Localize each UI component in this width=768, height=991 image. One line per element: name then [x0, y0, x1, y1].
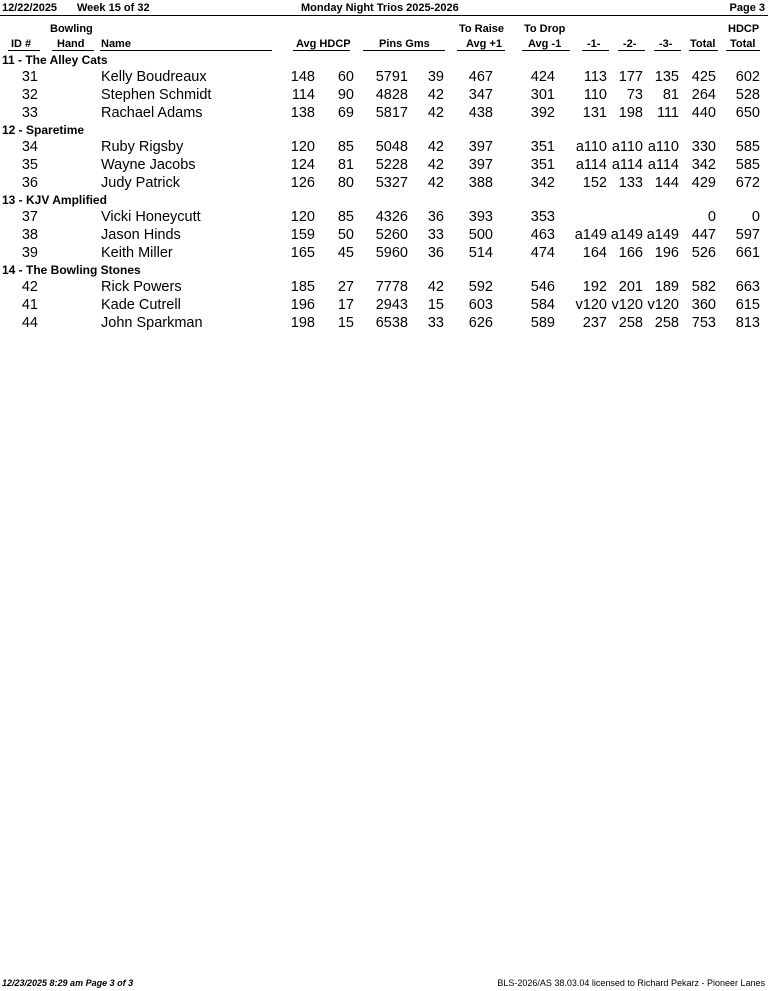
bowler-games: 36 [427, 245, 444, 261]
bowler-average: 120 [290, 139, 315, 155]
report-week: Week 15 of 32 [77, 2, 150, 14]
game2-score: 198 [618, 105, 643, 121]
series-total: 429 [691, 175, 716, 191]
col-pins-gms: Pins Gms [379, 38, 430, 50]
to-raise-value: 514 [468, 245, 493, 261]
series-total: 360 [691, 297, 716, 313]
to-drop-value: 546 [530, 279, 555, 295]
series-total: 425 [691, 69, 716, 85]
bowler-id: 31 [21, 69, 38, 85]
game2-score: v120 [611, 297, 643, 313]
bowler-handicap: 15 [337, 315, 354, 331]
bowler-row [0, 278, 768, 296]
game3-score: 135 [654, 69, 679, 85]
game1-score: 113 [583, 69, 607, 85]
to-raise-value: 467 [468, 69, 493, 85]
bowler-average: 185 [290, 279, 315, 295]
bowler-average: 114 [291, 87, 315, 103]
bowler-name: Judy Patrick [101, 175, 180, 191]
game1-score: 110 [583, 87, 607, 103]
game3-score: 111 [656, 105, 679, 121]
series-total: 582 [691, 279, 716, 295]
handicap-total: 602 [735, 69, 760, 85]
bowler-pins: 7778 [375, 279, 408, 295]
col-avg-plus1: Avg +1 [466, 38, 502, 50]
bowler-handicap: 80 [337, 175, 354, 191]
bowler-pins: 5960 [375, 245, 408, 261]
game1-score: 192 [582, 279, 607, 295]
game1-score: 152 [582, 175, 607, 191]
to-drop-value: 474 [530, 245, 555, 261]
bowler-row [0, 104, 768, 122]
report-header [0, 0, 768, 16]
col-game2: -2- [623, 38, 637, 50]
bowler-row [0, 138, 768, 156]
game2-score: a110 [611, 139, 643, 155]
bowler-id: 38 [21, 227, 38, 243]
handicap-total: 661 [735, 245, 760, 261]
bowler-pins: 5791 [375, 69, 408, 85]
bowler-average: 198 [290, 315, 315, 331]
bowler-games: 33 [427, 227, 444, 243]
bowler-pins: 5327 [375, 175, 408, 191]
team-heading: 14 - The Bowling Stones [2, 263, 141, 277]
col-underline [457, 50, 505, 51]
bowler-name: Jason Hinds [101, 227, 181, 243]
game1-score: 237 [582, 315, 607, 331]
col-underline [8, 50, 40, 51]
bowler-name: Kelly Boudreaux [101, 69, 207, 85]
handicap-total: 528 [735, 87, 760, 103]
handicap-total: 0 [751, 209, 760, 225]
standings-body [0, 52, 768, 332]
to-drop-value: 392 [530, 105, 555, 121]
bowler-handicap: 60 [337, 69, 354, 85]
game3-score: 196 [654, 245, 679, 261]
bowler-average: 196 [290, 297, 315, 313]
bowler-id: 42 [21, 279, 38, 295]
to-drop-value: 351 [530, 139, 555, 155]
bowler-id: 34 [21, 139, 38, 155]
col-game3: -3- [659, 38, 673, 50]
team-heading: 11 - The Alley Cats [2, 53, 108, 67]
to-raise-value: 603 [468, 297, 493, 313]
bowler-row [0, 208, 768, 226]
col-underline [654, 50, 681, 51]
handicap-total: 672 [735, 175, 760, 191]
bowler-handicap: 50 [337, 227, 354, 243]
bowler-games: 39 [427, 69, 444, 85]
bowler-pins: 6538 [375, 315, 408, 331]
col-underline [363, 50, 445, 51]
bowler-pins: 4326 [375, 209, 408, 225]
bowler-row [0, 68, 768, 86]
col-total: Total [690, 38, 716, 50]
game2-score: 177 [618, 69, 643, 85]
series-total: 330 [691, 139, 716, 155]
game1-score: a114 [575, 157, 607, 173]
bowler-handicap: 85 [337, 139, 354, 155]
game2-score: a149 [610, 227, 643, 243]
to-raise-value: 592 [468, 279, 493, 295]
to-drop-value: 351 [530, 157, 555, 173]
to-drop-value: 589 [530, 315, 555, 331]
handicap-total: 663 [735, 279, 760, 295]
bowler-name: Keith Miller [101, 245, 173, 261]
bowler-handicap: 69 [337, 105, 354, 121]
to-drop-value: 353 [530, 209, 555, 225]
bowler-pins: 2943 [375, 297, 408, 313]
bowler-id: 41 [21, 297, 38, 313]
col-avg-minus1: Avg -1 [528, 38, 562, 50]
bowler-id: 44 [21, 315, 38, 331]
bowler-row [0, 86, 768, 104]
game1-score: v120 [575, 297, 607, 313]
bowler-name: Wayne Jacobs [101, 157, 196, 173]
col-underline [618, 50, 645, 51]
game2-score: a114 [611, 157, 643, 173]
col-underline [582, 50, 609, 51]
bowler-average: 126 [290, 175, 315, 191]
to-raise-value: 626 [468, 315, 493, 331]
col-underline [293, 50, 350, 51]
bowler-row [0, 226, 768, 244]
bowler-pins: 4828 [375, 87, 408, 103]
bowler-id: 33 [21, 105, 38, 121]
bowler-name: Kade Cutrell [101, 297, 181, 313]
col-underline [689, 50, 718, 51]
bowler-id: 39 [21, 245, 38, 261]
handicap-total: 597 [735, 227, 760, 243]
game3-score: 189 [654, 279, 679, 295]
bowler-games: 15 [427, 297, 444, 313]
bowler-games: 42 [427, 157, 444, 173]
to-raise-value: 500 [468, 227, 493, 243]
col-underline [726, 50, 760, 51]
to-drop-value: 301 [530, 87, 555, 103]
bowler-average: 138 [290, 105, 315, 121]
bowler-games: 33 [427, 315, 444, 331]
col-id: ID # [11, 38, 32, 50]
bowler-handicap: 85 [337, 209, 354, 225]
series-total: 526 [691, 245, 716, 261]
team-heading: 13 - KJV Amplified [2, 193, 107, 207]
bowler-average: 165 [290, 245, 315, 261]
bowler-games: 42 [427, 175, 444, 191]
col-to-raise: To Raise [459, 23, 505, 35]
col-underline [52, 50, 94, 51]
footer-printed: 12/23/2025 8:29 am Page 3 of 3 [2, 978, 134, 988]
game1-score: a110 [575, 139, 607, 155]
to-raise-value: 438 [468, 105, 493, 121]
game2-score: 166 [618, 245, 643, 261]
bowler-name: Vicki Honeycutt [101, 209, 201, 225]
bowler-handicap: 27 [337, 279, 354, 295]
col-hdcp-total: Total [730, 38, 756, 50]
bowler-handicap: 17 [337, 297, 354, 313]
page-number: Page 3 [729, 2, 765, 14]
game1-score: 131 [582, 105, 607, 121]
bowler-row [0, 296, 768, 314]
header-divider [0, 15, 768, 16]
col-bowling: Bowling [50, 23, 93, 35]
to-drop-value: 342 [530, 175, 555, 191]
handicap-total: 585 [735, 157, 760, 173]
col-name: Name [101, 38, 131, 50]
bowler-row [0, 244, 768, 262]
bowler-pins: 5228 [375, 157, 408, 173]
bowler-handicap: 90 [337, 87, 354, 103]
series-total: 440 [691, 105, 716, 121]
to-drop-value: 424 [530, 69, 555, 85]
bowler-games: 42 [427, 105, 444, 121]
to-drop-value: 463 [530, 227, 555, 243]
bowler-row [0, 174, 768, 192]
game3-score: a149 [646, 227, 679, 243]
game3-score: v120 [647, 297, 679, 313]
series-total: 753 [691, 315, 716, 331]
report-title: Monday Night Trios 2025-2026 [301, 2, 459, 14]
col-avg-hdcp: Avg HDCP [296, 38, 351, 50]
bowler-row [0, 156, 768, 174]
report-date: 12/22/2025 [2, 2, 58, 14]
game2-score: 201 [618, 279, 643, 295]
handicap-total: 650 [735, 105, 760, 121]
to-raise-value: 393 [468, 209, 493, 225]
to-raise-value: 388 [468, 175, 493, 191]
bowler-id: 36 [21, 175, 38, 191]
team-heading: 12 - Sparetime [2, 123, 85, 137]
to-raise-value: 347 [468, 87, 493, 103]
bowler-id: 35 [21, 157, 38, 173]
handicap-total: 585 [735, 139, 760, 155]
col-underline [522, 50, 570, 51]
bowler-pins: 5048 [375, 139, 408, 155]
bowler-row [0, 314, 768, 332]
series-total: 342 [691, 157, 716, 173]
bowler-games: 36 [427, 209, 444, 225]
bowler-name: Rachael Adams [101, 105, 203, 121]
footer-license: BLS-2026/AS 38.03.04 licensed to Richard Pekarz - Pioneer Lanes [497, 978, 765, 988]
bowler-average: 124 [290, 157, 315, 173]
game1-score: a149 [574, 227, 607, 243]
game3-score: 81 [662, 87, 679, 103]
bowler-pins: 5817 [375, 105, 408, 121]
to-raise-value: 397 [468, 139, 493, 155]
bowler-games: 42 [427, 279, 444, 295]
bowler-id: 32 [21, 87, 38, 103]
col-underline [100, 50, 272, 51]
col-hand: Hand [57, 38, 85, 50]
series-total: 447 [691, 227, 716, 243]
bowler-average: 159 [290, 227, 315, 243]
game2-score: 133 [618, 175, 643, 191]
bowler-games: 42 [427, 139, 444, 155]
bowler-name: Ruby Rigsby [101, 139, 184, 155]
series-total: 264 [691, 87, 716, 103]
bowler-games: 42 [427, 87, 444, 103]
bowler-pins: 5260 [375, 227, 408, 243]
bowler-handicap: 45 [337, 245, 354, 261]
game3-score: a110 [647, 139, 679, 155]
col-to-drop: To Drop [524, 23, 566, 35]
bowler-average: 148 [290, 69, 315, 85]
bowler-handicap: 81 [337, 157, 354, 173]
col-hdcp: HDCP [728, 23, 760, 35]
game3-score: 144 [654, 175, 679, 191]
handicap-total: 813 [735, 315, 760, 331]
bowler-name: Rick Powers [101, 279, 182, 295]
bowler-id: 37 [21, 209, 38, 225]
bowler-name: Stephen Schmidt [101, 87, 212, 103]
game2-score: 73 [626, 87, 643, 103]
to-drop-value: 584 [530, 297, 555, 313]
series-total: 0 [707, 209, 716, 225]
col-game1: -1- [587, 38, 601, 50]
bowler-average: 120 [290, 209, 315, 225]
game2-score: 258 [618, 315, 643, 331]
game3-score: 258 [654, 315, 679, 331]
game3-score: a114 [647, 157, 679, 173]
handicap-total: 615 [735, 297, 760, 313]
game1-score: 164 [582, 245, 607, 261]
to-raise-value: 397 [468, 157, 493, 173]
bowler-name: John Sparkman [101, 315, 203, 331]
